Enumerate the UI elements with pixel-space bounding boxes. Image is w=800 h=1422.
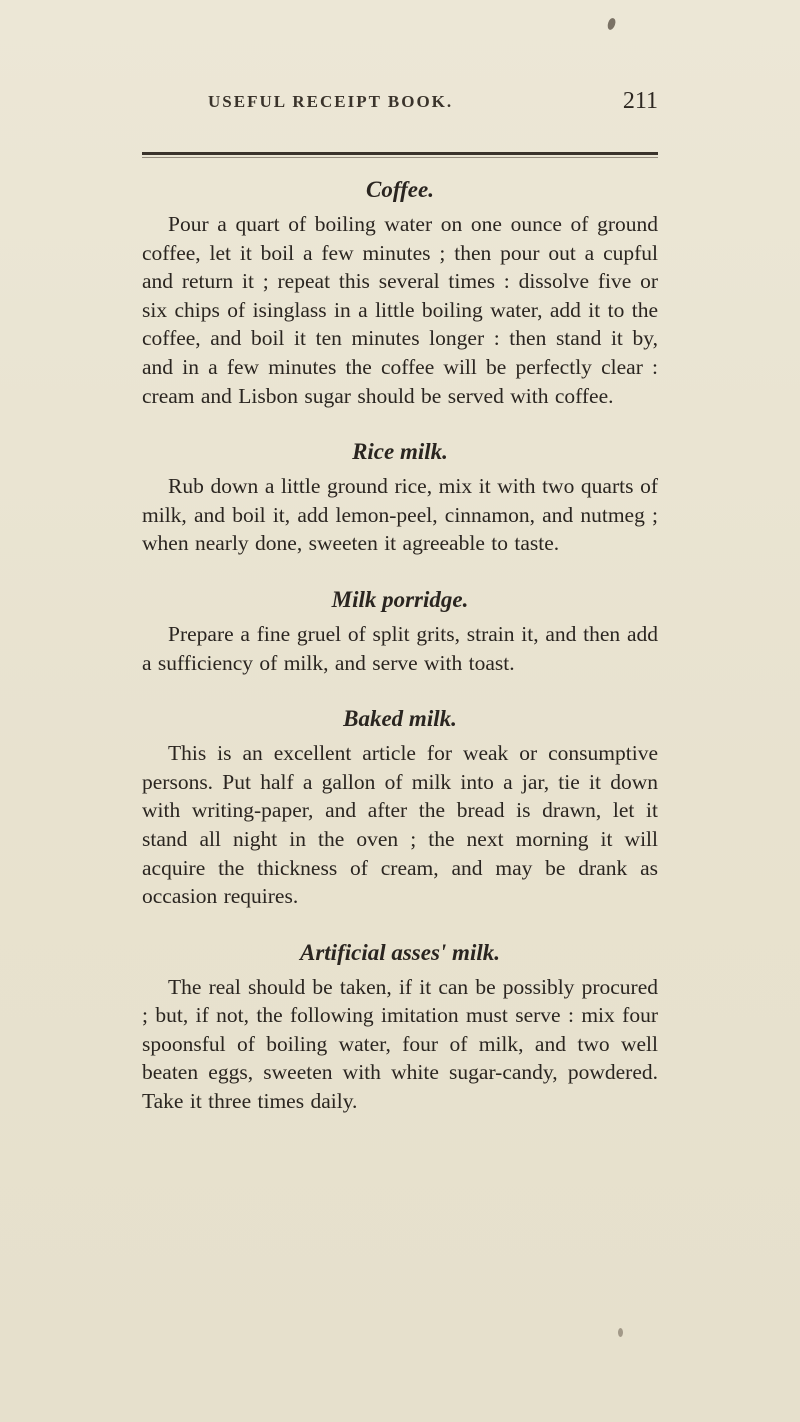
recipe-body: Rub down a little ground rice, mix it with two quarts of milk, and boil it, add lemon-peel, cinnamon, and nutmeg ; when nearly done, sweeten it agreeable to taste. [142, 474, 658, 556]
recipe-title: Baked milk. [343, 706, 457, 732]
recipe-title: Artificial asses' milk. [300, 939, 500, 965]
page-number: 211 [622, 88, 658, 114]
recipe-rice-milk [142, 432, 658, 558]
recipe-body: Pour a quart of boiling water on one ounce of ground coffee, let it boil a few minutes ; then pour out a cupful and return it ; repeat this several times : dissolve five or six chips of isinglass in a little boiling water, add it to the coffee, and boil it ten minutes longer : then stand it by, and in a few minutes the coffee will be perfectly clear : cream and Lisbon sugar should be served with coffee. [142, 212, 658, 408]
section-gap [142, 410, 658, 432]
section-gap [142, 558, 658, 580]
ink-blot [606, 17, 616, 31]
section-gap [142, 911, 658, 933]
recipe-body: Prepare a fine gruel of split grits, strain it, and then add a sufficiency of milk, and serve with toast. [142, 621, 658, 675]
ink-speck [618, 1328, 623, 1337]
section-gap [142, 677, 658, 699]
header-rule [142, 152, 658, 155]
recipe-body: This is an excellent article for weak or consumptive persons. Put half a gallon of milk into a jar, tie it down with writing-paper, and after the bread is drawn, let it stand all night in the oven ; the next morning it will acquire the thickness of cream, and may be drank as occasion requires. [142, 741, 658, 909]
recipe-title: Rice milk. [352, 439, 448, 465]
page-header [208, 88, 658, 118]
recipe-body: The real should be taken, if it can be possibly procured ; but, if not, the following imitation must serve : mix four spoonsful of boiling water, four of milk, and two well beaten eggs, sweeten with white sugar-candy, powdered. Take it three times daily. [142, 974, 658, 1114]
header-rule-thin [142, 157, 658, 158]
running-head: USEFUL RECEIPT BOOK. [208, 92, 454, 111]
recipe-milk-porridge [142, 580, 658, 677]
recipe-title: Coffee. [366, 177, 434, 202]
recipe-title: Milk porridge. [331, 586, 469, 612]
recipe-artificial-asses-milk [142, 933, 658, 1116]
page-content [142, 170, 658, 1116]
recipe-baked-milk [142, 699, 658, 911]
recipe-coffee [142, 170, 658, 410]
